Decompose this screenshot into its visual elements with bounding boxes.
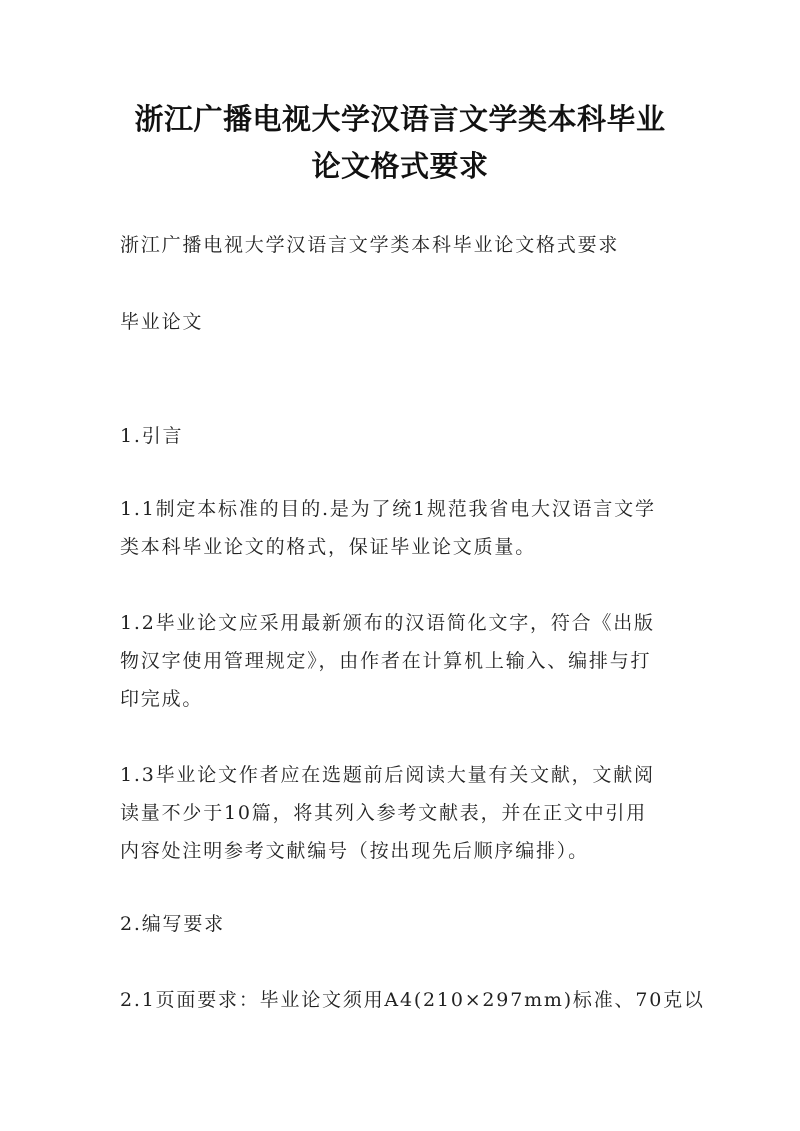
paragraph-line: 1.2毕业论文应采用最新颁布的汉语简化文字，符合《出版 [120, 612, 655, 634]
paragraph-1-1 [120, 490, 685, 566]
subtitle-text: 浙江广播电视大学汉语言文学类本科毕业论文格式要求 [120, 234, 620, 256]
paragraph-line: 1.1制定本标准的目的.是为了统1规范我省电大汉语言文学 [120, 498, 656, 520]
document-subtitle [120, 226, 685, 264]
paragraph-line: 类本科毕业论文的格式，保证毕业论文质量。 [120, 536, 537, 558]
paragraph-2-1 [120, 981, 705, 1019]
heading-introduction [120, 417, 685, 455]
document-title-line-2: 论文格式要求 [311, 149, 489, 183]
section-label-text: 毕业论文 [120, 311, 204, 333]
paragraph-1-2 [120, 604, 685, 718]
heading-writing-requirements-text: 2.编写要求 [120, 913, 225, 935]
paragraph-line: 内容处注明参考文献编号（按出现先后顺序编排）。 [120, 840, 589, 862]
heading-introduction-text: 1.引言 [120, 425, 184, 447]
paragraph-1-3 [120, 756, 685, 870]
paragraph-line: 读量不少于10篇，将其列入参考文献表，并在正文中引用 [120, 802, 647, 824]
paragraph-line: 印完成。 [120, 688, 204, 710]
paragraph-line: 2.1页面要求：毕业论文须用A4(210×297mm)标准、70克以 [120, 989, 705, 1011]
paragraph-line: 1.3毕业论文作者应在选题前后阅读大量有关文献，文献阅 [120, 764, 655, 786]
section-label [120, 303, 685, 341]
heading-writing-requirements [120, 905, 685, 943]
paragraph-line: 物汉字使用管理规定》，由作者在计算机上输入、编排与打 [120, 650, 652, 672]
document-title-line-1: 浙江广播电视大学汉语言文学类本科毕业 [134, 102, 666, 136]
